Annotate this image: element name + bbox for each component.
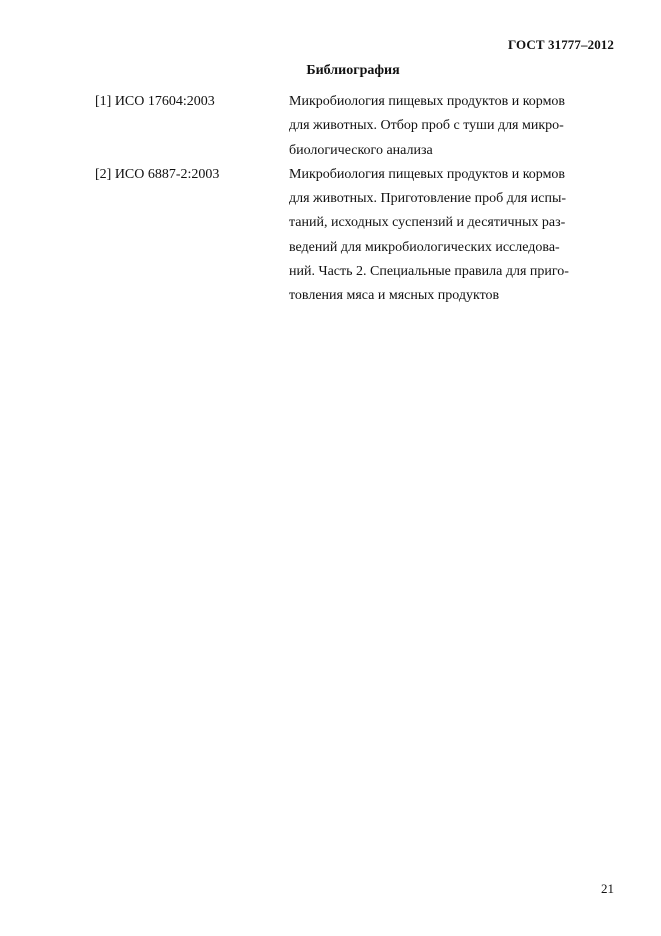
description-line: ведений для микробиологических исследова- xyxy=(289,239,560,255)
description-line: таний, исходных суспензий и десятичных раз- xyxy=(289,215,566,231)
bibliography-description xyxy=(289,163,615,309)
bibliography-entry xyxy=(95,163,615,309)
bibliography-entry xyxy=(95,90,615,163)
description-line: для животных. Приготовление проб для испы- xyxy=(289,191,567,207)
description-line: товления мяса и мясных продуктов xyxy=(289,288,500,304)
bibliography-ref: [2] ИСО 6887-2:2003 xyxy=(95,166,220,182)
section-title: Библиография xyxy=(306,63,400,78)
description-line: Микробиология пищевых продуктов и кормов xyxy=(289,94,566,109)
bibliography-list xyxy=(95,90,615,309)
description-line: Микробиология пищевых продуктов и кормов xyxy=(289,166,566,182)
page-number: 21 xyxy=(601,881,614,896)
bibliography-description xyxy=(289,90,615,163)
document-header: ГОСТ 31777–2012 xyxy=(507,37,614,52)
description-line: биологического анализа xyxy=(289,142,433,158)
bibliography-ref: [1] ИСО 17604:2003 xyxy=(95,94,215,109)
description-line: ний. Часть 2. Специальные правила для приго- xyxy=(289,264,569,280)
description-line: для животных. Отбор проб с туши для микро- xyxy=(289,118,564,134)
